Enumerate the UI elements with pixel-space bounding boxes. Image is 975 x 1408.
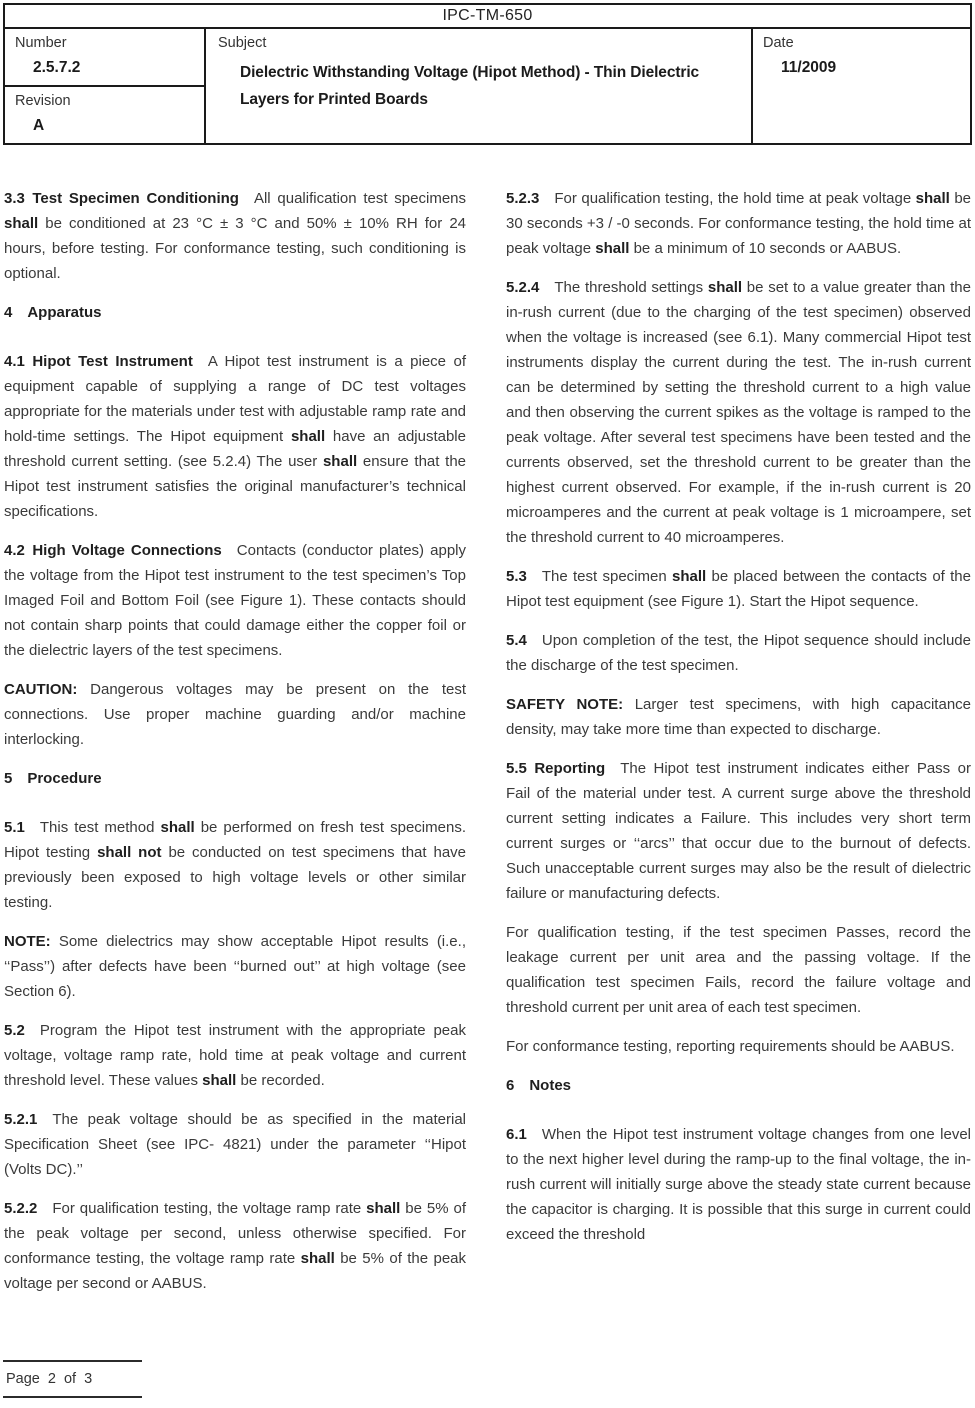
bold-text: shall — [595, 240, 630, 257]
bold-text: shall — [672, 568, 707, 585]
date-value: 11/2009 — [781, 59, 837, 76]
section-heading — [506, 1073, 971, 1098]
header-table — [3, 3, 972, 145]
text-run: The Hipot test instrument indicates either Pass or Fail of the material under test. A current surge above the threshold current setting indicates a Failure. This includes very short term current surges or ‘‘arcs’’ that occur due to the burnout of defects. Such unacceptable current surges may also be the result of dielectric failure or manufacturing defects. — [506, 760, 971, 902]
text-run: Some dielectrics may show acceptable Hipot results (i.e., ‘‘Pass’’) after defects have been ‘‘burned out’’ at high voltage (see Section 6). — [4, 933, 466, 1000]
bold-text: 4.1 Hipot Test Instrument — [4, 353, 193, 370]
text-run: be performed on fresh test specimens. Hipot testing — [4, 819, 466, 861]
text-run: The peak voltage should be as specified in the material Specification Sheet (see IPC- 4821) under the parameter ‘‘Hipot (Volts DC).’’ — [4, 1111, 466, 1178]
bold-text: 5.2.3 — [506, 190, 540, 207]
bold-text: 5.1 — [4, 819, 25, 836]
text-run: A Hipot test instrument is a piece of equipment capable of supplying a range of DC test voltages appropriate for the materials under test with adjustable ramp rate and hold-time settings. The Hipot equipment — [4, 353, 466, 445]
bold-text: 5.5 Reporting — [506, 760, 606, 777]
bold-text: shall — [4, 215, 39, 232]
bold-text: 6 Notes — [506, 1077, 572, 1094]
text-run: This test method — [24, 819, 161, 836]
text-run: be conducted on test specimens that have previously been exposed to high voltage levels or other similar testing. — [4, 844, 467, 911]
revision-label: Revision — [15, 93, 71, 109]
paragraph — [506, 275, 971, 550]
bold-text: 5.2.4 — [506, 279, 540, 296]
section-heading — [4, 766, 466, 791]
paragraph — [4, 1107, 466, 1182]
bold-text: shall — [202, 1072, 237, 1089]
text-run: Dangerous voltages may be present on the test connections. Use proper machine guarding and/or machine interlocking. — [4, 681, 466, 748]
bold-text: shall not — [97, 844, 162, 861]
paragraph — [506, 564, 971, 614]
text-run: be conditioned at 23 °C ± 3 °C and 50% ± 10% RH for 24 hours, before testing. For conformance testing, such conditioning is optional. — [4, 215, 466, 282]
section-heading — [4, 300, 466, 325]
text-run: For qualification testing, if the test specimen Passes, record the leakage current per unit area and the passing voltage. If the qualification test specimen Fails, record the failure voltage and threshold current per unit area of each test specimen. — [506, 924, 971, 1016]
bold-text: 5.2 — [4, 1022, 25, 1039]
column-right — [506, 186, 971, 1310]
bold-text: 6.1 — [506, 1126, 527, 1143]
text-run: be a minimum of 10 seconds or AABUS. — [629, 240, 902, 257]
number-value: 2.5.7.2 — [33, 59, 81, 76]
text-run: be placed between the contacts of the Hipot test equipment (see Figure 1). Start the Hipot sequence. — [506, 568, 971, 610]
text-run: The threshold settings — [539, 279, 708, 296]
number-cell — [5, 29, 204, 87]
bold-text: shall — [707, 279, 743, 296]
bold-text: shall — [915, 190, 950, 207]
document-body — [4, 186, 971, 1310]
column-left — [4, 186, 466, 1310]
number-label: Number — [15, 35, 67, 51]
page-footer — [3, 1360, 142, 1398]
paragraph — [4, 186, 466, 286]
bold-text: 5.3 — [506, 568, 527, 585]
text-run: All qualification test specimens — [238, 190, 467, 207]
bold-text: CAUTION: — [4, 681, 78, 698]
text-run: be 5% of the peak voltage per second, unless otherwise specified. For conformance testing, the voltage ramp rate — [4, 1200, 466, 1267]
bold-text: 3.3 Test Specimen Conditioning — [4, 190, 239, 207]
date-cell — [751, 29, 970, 143]
bold-text: 5 Procedure — [4, 770, 102, 787]
bold-text: 5.2.2 — [4, 1200, 38, 1217]
doc-title: IPC-TM-650 — [5, 5, 970, 29]
text-run: When the Hipot test instrument voltage changes from one level to the next higher level during the ramp-up to the final voltage, the in-rush current will initially surge above the steady state current because the capacitor is charging. It is possible that this surge in current could exceed the threshold — [506, 1126, 971, 1243]
text-run: have an adjustable threshold current setting. (see 5.2.4) The user — [4, 428, 466, 470]
bold-text: NOTE: — [4, 933, 51, 950]
text-run: Larger test specimens, with high capacitance density, may take more time than expected to discharge. — [506, 696, 972, 738]
subject-label: Subject — [218, 35, 267, 51]
text-run: For conformance testing, reporting requirements should be AABUS. — [506, 1038, 955, 1055]
text-run: The test specimen — [526, 568, 672, 585]
paragraph — [4, 349, 466, 524]
paragraph — [4, 677, 466, 752]
bold-text: shall — [322, 453, 358, 470]
paragraph — [4, 815, 466, 915]
header-body — [5, 29, 970, 143]
paragraph — [506, 186, 971, 261]
bold-text: shall — [290, 428, 326, 445]
bold-text: 4 Apparatus — [4, 304, 102, 321]
text-run: be 5% of the peak voltage per second or AABUS. — [4, 1250, 467, 1292]
revision-value: A — [33, 117, 45, 134]
text-run: Contacts (conductor plates) apply the voltage from the Hipot test instrument to the test specimen’s Top Imaged Foil and Bottom Foil (see Figure 1). These contacts should not contain sharp points that could damage either the copper foil or the dielectric layers of the test specimens. — [4, 542, 466, 659]
paragraph — [506, 628, 971, 678]
text-run: be set to a value greater than the in-rush current (due to the charging of the test specimen) observed when the voltage is increased (see 6.1). Many commercial Hipot test instruments display the current during the test. The in-rush current can be determined by setting the threshold current to a high value and then observing the current spikes as the voltage is ramped to the peak voltage. After several test specimens have been tested and the currents observed, set the threshold current to be greater than the highest current observed. For example, if the in-rush current is 20 microamperes and the current at peak voltage is 1 microampere, set the threshold current to 40 microamperes. — [506, 279, 971, 546]
paragraph — [506, 692, 971, 742]
text-run: be recorded. — [236, 1072, 325, 1089]
bold-text: shall — [160, 819, 195, 836]
paragraph — [506, 1122, 971, 1247]
bold-text: 4.2 High Voltage Connections — [4, 542, 222, 559]
header-number-column — [5, 29, 206, 143]
paragraph — [506, 756, 971, 906]
text-run: For qualification testing, the hold time at peak voltage — [539, 190, 916, 207]
text-run: For qualification testing, the voltage ramp rate — [37, 1200, 367, 1217]
date-label: Date — [763, 35, 794, 51]
page-number: Page 2 of 3 — [6, 1371, 93, 1387]
paragraph — [506, 920, 971, 1020]
bold-text: shall — [366, 1200, 401, 1217]
paragraph — [506, 1034, 971, 1059]
paragraph — [4, 1196, 466, 1296]
paragraph — [4, 929, 466, 1004]
text-run: Upon completion of the test, the Hipot sequence should include the discharge of the test specimen. — [506, 632, 971, 674]
revision-cell — [5, 87, 204, 143]
paragraph — [4, 538, 466, 663]
bold-text: SAFETY NOTE: — [506, 696, 624, 713]
paragraph — [4, 1018, 466, 1093]
bold-text: 5.2.1 — [4, 1111, 38, 1128]
subject-cell — [206, 29, 751, 143]
text-run: be 30 seconds +3 / -0 seconds. For conformance testing, the hold time at peak voltage — [506, 190, 971, 257]
subject-value: Dielectric Withstanding Voltage (Hipot Method) - Thin Dielectric Layers for Printed Boards — [240, 64, 700, 108]
text-run: Program the Hipot test instrument with the appropriate peak voltage, voltage ramp rate, hold time at peak voltage and current threshold level. These values — [4, 1022, 466, 1089]
text-run: ensure that the Hipot test instrument satisfies the original manufacturer’s technical specifications. — [4, 453, 466, 520]
bold-text: 5.4 — [506, 632, 527, 649]
bold-text: shall — [300, 1250, 335, 1267]
